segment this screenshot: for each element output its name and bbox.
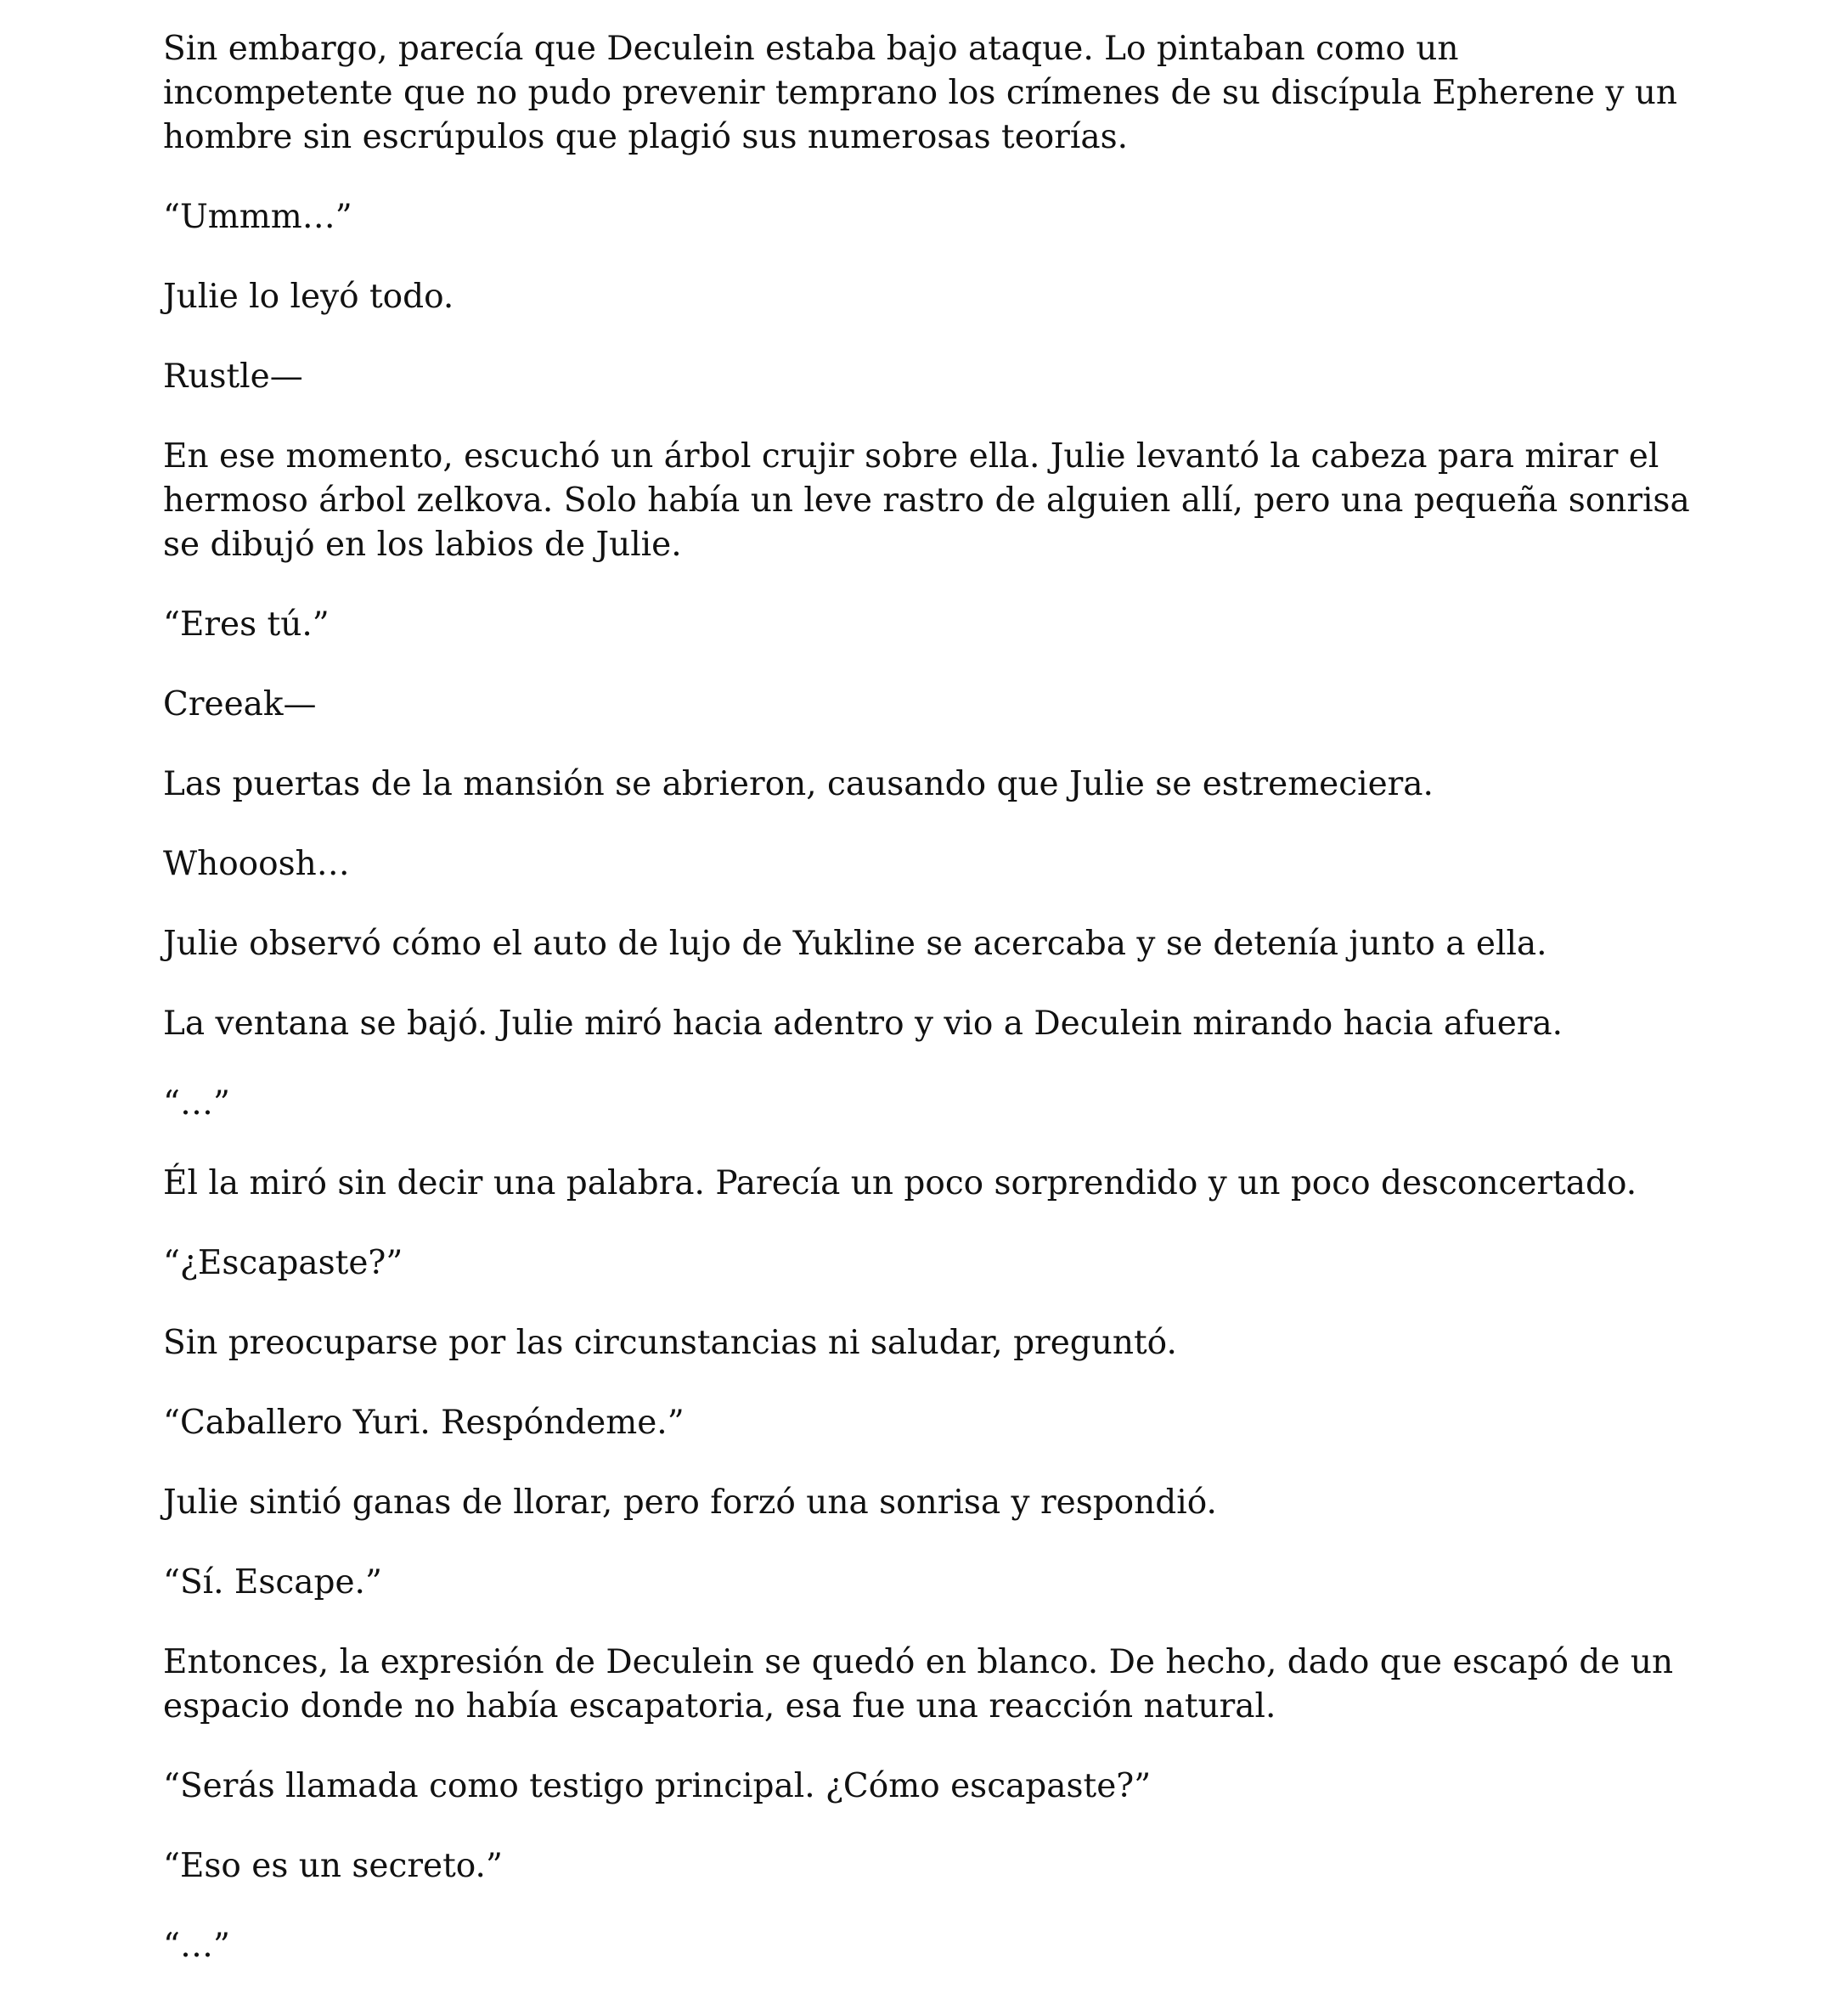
paragraph: Él la miró sin decir una palabra. Parecía un poco sorprendido y un poco desconcertado. — [163, 1164, 1637, 1202]
paragraph: Las puertas de la mansión se abrieron, causando que Julie se estremeciera. — [163, 765, 1434, 803]
paragraph: “Sí. Escape.” — [163, 1563, 382, 1602]
paragraph: La ventana se bajó. Julie miró hacia adentro y vio a Deculein mirando hacia afuera. — [163, 1005, 1563, 1043]
paragraph: Julie sintió ganas de llorar, pero forzó una sonrisa y respondió. — [163, 1483, 1217, 1522]
paragraph: “Eres tú.” — [163, 605, 330, 644]
paragraph: Sin preocuparse por las circunstancias ni saludar, preguntó. — [163, 1324, 1177, 1362]
paragraph: Julie observó cómo el auto de lujo de Yukline se acercaba y se detenía junto a ella. — [163, 925, 1547, 963]
paragraph: “Serás llamada como testigo principal. ¿Cómo escapaste?” — [163, 1767, 1152, 1805]
paragraph: “…” — [163, 1927, 230, 1965]
paragraph: “¿Escapaste?” — [163, 1244, 403, 1282]
paragraph: Rustle— — [163, 357, 303, 396]
paragraph: Creeak— — [163, 685, 317, 723]
paragraph: Whooosh… — [163, 845, 350, 883]
paragraph: En ese momento, escuchó un árbol crujir sobre ella. Julie levantó la cabeza para mirar el hermoso árbol zelkova. Solo había un leve rastro de alguien allí, pero una pequeña sonrisa se dibujó en los labios de Julie. — [163, 437, 1690, 564]
paragraph: Entonces, la expresión de Deculein se quedó en blanco. De hecho, dado que escapó de un espacio donde no había escapatoria, esa fue una reacción natural. — [163, 1643, 1674, 1725]
paragraph: Julie lo leyó todo. — [163, 278, 454, 316]
paragraph: “Eso es un secreto.” — [163, 1847, 503, 1885]
paragraph: “…” — [163, 1084, 230, 1123]
document-body — [163, 27, 1692, 2004]
paragraph: “Ummm…” — [163, 198, 352, 236]
paragraph: “Caballero Yuri. Respóndeme.” — [163, 1404, 685, 1442]
paragraph: Sin embargo, parecía que Deculein estaba bajo ataque. Lo pintaban como un incompetente que no pudo prevenir temprano los crímenes de su discípula Epherene y un hombre sin escrúpulos que plagió sus numerosas teorías. — [163, 30, 1678, 156]
